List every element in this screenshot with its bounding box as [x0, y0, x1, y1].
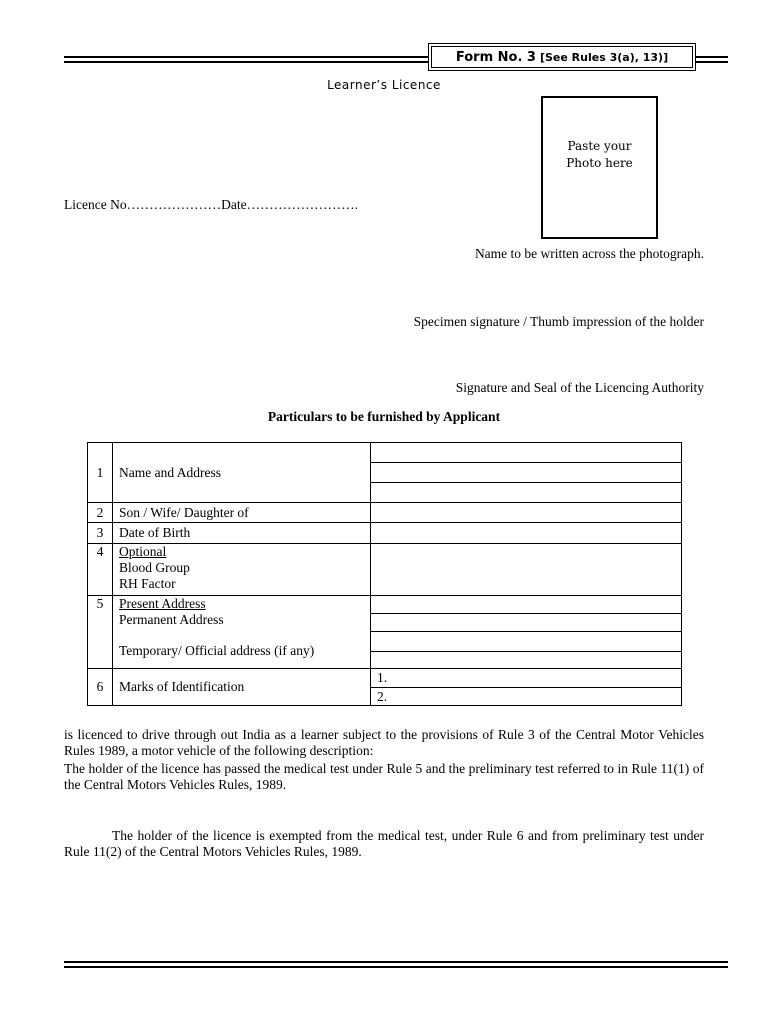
value-cell [371, 614, 682, 632]
value-cell [371, 596, 682, 614]
table-row [88, 523, 682, 544]
blood-group-label: Blood Group [119, 560, 190, 575]
row-label: Marks of Identification [113, 669, 371, 706]
present-address-label: Present Address [119, 596, 206, 611]
photo-box-line2: Photo here [566, 156, 633, 170]
rh-factor-label: RH Factor [119, 576, 176, 591]
permanent-address-label: Permanent Address [119, 612, 224, 627]
row-number: 4 [88, 544, 113, 596]
medical-test-exempted-paragraph: The holder of the licence is exempted from the medical test, under Rule 6 and from preliminary test under Rule 11(2) of the Central Motors Vehicles Rules, 1989. [64, 828, 704, 859]
value-cell [371, 544, 682, 596]
medical-test-passed-paragraph: The holder of the licence has passed the medical test under Rule 5 and the preliminary test referred to in Rule 11(1) of the Central Motors Vehicles Rules, 1989. [64, 761, 704, 792]
value-cell [371, 523, 682, 544]
row-label: Son / Wife/ Daughter of [113, 503, 371, 523]
photo-box-line1: Paste your [567, 139, 632, 153]
row-label [113, 544, 371, 596]
row-label: Date of Birth [113, 523, 371, 544]
row-label: Name and Address [113, 443, 371, 503]
row-label [113, 596, 371, 669]
row-number: 2 [88, 503, 113, 523]
particulars-heading: Particulars to be furnished by Applicant [267, 409, 501, 424]
table-row [88, 443, 682, 463]
name-across-photo-caption: Name to be written across the photograph. [474, 246, 704, 261]
row-number: 5 [88, 596, 113, 669]
particulars-table [87, 442, 682, 706]
specimen-signature-caption: Specimen signature / Thumb impression of the holder [413, 314, 704, 329]
value-cell [371, 483, 682, 503]
temporary-address-label: Temporary/ Official address (if any) [119, 643, 315, 658]
table-row [88, 669, 682, 688]
learner-provision-paragraph: is licenced to drive through out India as a learner subject to the provisions of Rule 3 of the Central Motor Vehicles Rules 1989, a motor vehicle of the following description: [64, 727, 704, 758]
table-row [88, 596, 682, 614]
value-cell [371, 652, 682, 669]
rules-reference: [See Rules 3(a), 13)] [539, 50, 669, 64]
optional-label: Optional [119, 544, 167, 559]
row-number: 1 [88, 443, 113, 503]
bottom-double-rule [64, 961, 728, 968]
identification-mark-1: 1. [371, 669, 682, 688]
photo-box [541, 96, 658, 239]
value-cell [371, 463, 682, 483]
authority-signature-caption: Signature and Seal of the Licencing Authority [455, 380, 704, 395]
table-row [88, 503, 682, 523]
form-number-box [428, 43, 696, 71]
form-number: Form No. 3 [455, 49, 536, 65]
table-row [88, 544, 682, 596]
value-cell [371, 632, 682, 652]
page-title: Learner’s Licence [327, 78, 441, 92]
row-number: 6 [88, 669, 113, 706]
licence-number-date-line: Licence No…………………Date……………………. [64, 197, 358, 212]
value-cell [371, 443, 682, 463]
value-cell [371, 503, 682, 523]
row-number: 3 [88, 523, 113, 544]
identification-mark-2: 2. [371, 688, 682, 706]
